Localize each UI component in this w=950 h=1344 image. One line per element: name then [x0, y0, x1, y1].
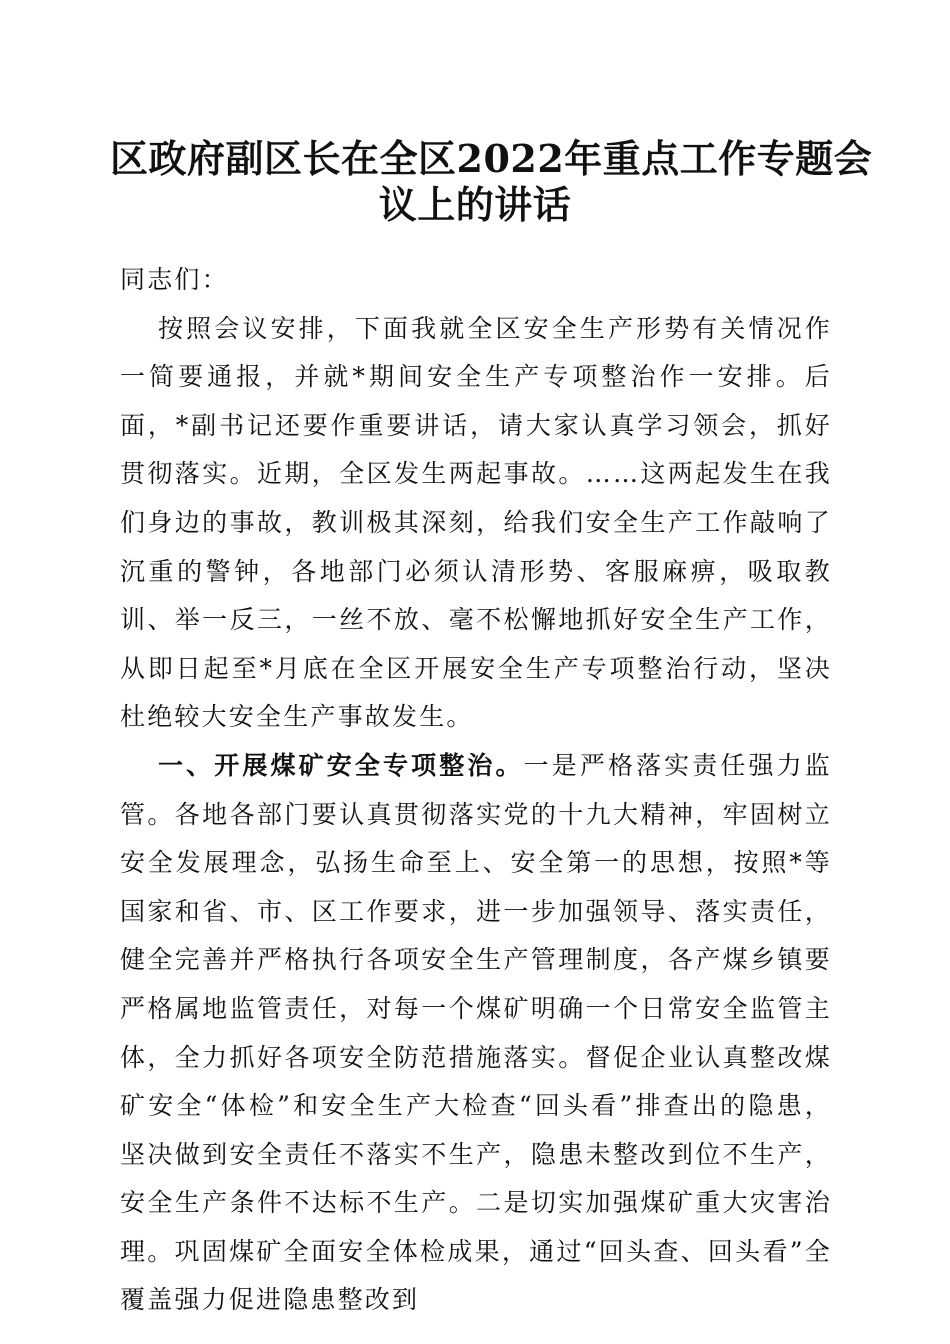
title-line-1: 区政府副区长在全区2022年重点工作专题会 [110, 136, 873, 181]
document-title [110, 136, 873, 228]
section-1-heading: 一、开展煤矿安全专项整治。 [158, 750, 524, 780]
title-line-2: 议上的讲话 [378, 182, 572, 227]
section-1-body: 一是严格落实责任强力监管。各地各部门要认真贯彻落实党的十九大精神，牢固树立安全发展理念，弘扬生命至上、安全第一的思想，按照*等国家和省、市、区工作要求，进一步加强领导、落实责任，健全完善并严格执行各项安全生产管理制度，各产煤乡镇要严格属地监管责任，对每一个煤矿明确一个日常安全监管主体，全力抓好各项安全防范措施落实。督促企业认真整改煤矿安全“体检”和安全生产大检查“回头看”排查出的隐患，坚决做到安全责任不落实不生产，隐患未整改到位不生产，安全生产条件不达标不生产。二是切实加强煤矿重大灾害治理。巩固煤矿全面安全体检成果，通过“回头查、回头看”全覆盖强力促进隐患整改到 [120, 750, 832, 1315]
salutation: 同志们： [120, 265, 229, 294]
document-body [120, 254, 832, 1325]
paragraph-intro: 按照会议安排，下面我就全区安全生产形势有关情况作一简要通报，并就*期间安全生产专项整治作一安排。后面，*副书记还要作重要讲话，请大家认真学习领会，抓好贯彻落实。近期，全区发生两起事故。……这两起发生在我们身边的事故，教训极其深刻，给我们安全生产工作敲响了沉重的警钟，各地部门必须认清形势、客服麻痹，吸取教训、举一反三，一丝不放、毫不松懈地抓好安全生产工作，从即日起至*月底在全区开展安全生产专项整治行动，坚决杜绝较大安全生产事故发生。 [120, 313, 832, 732]
paragraph-section-1 [120, 742, 832, 1325]
